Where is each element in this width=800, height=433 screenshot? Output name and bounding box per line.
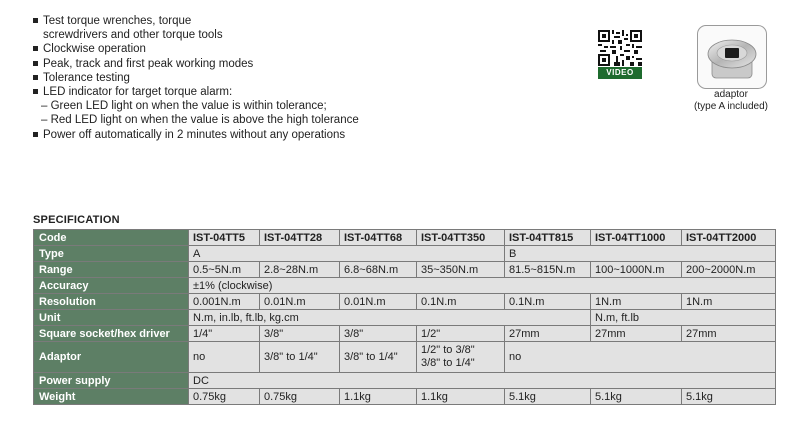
bullet-square-icon [33, 89, 38, 94]
table-row-socket [34, 326, 776, 342]
table-cell: 81.5~815N.m [505, 262, 591, 278]
row-label: Code [34, 230, 189, 246]
table-cell: 1N.m [591, 294, 682, 310]
feature-item: Power off automatically in 2 minutes without any operations [33, 128, 359, 142]
table-cell: DC [189, 373, 776, 389]
table-cell: no [505, 342, 776, 373]
feature-item-continuation: screwdrivers and other torque tools [43, 29, 223, 42]
table-cell: B [505, 246, 776, 262]
table-cell: IST-04TT2000 [682, 230, 776, 246]
feature-subitem: – Red LED light on when the value is above the high tolerance [41, 114, 359, 127]
table-row-weight [34, 389, 776, 405]
video-badge[interactable]: VIDEO [598, 67, 642, 79]
table-cell: A [189, 246, 505, 262]
spec-title: SPECIFICATION [33, 214, 120, 226]
bullet-square-icon [33, 61, 38, 66]
feature-item: Test torque wrenches, torque [33, 14, 359, 28]
table-cell: ±1% (clockwise) [189, 278, 776, 294]
table-cell: IST-04TT815 [505, 230, 591, 246]
table-cell: 3/8" [260, 326, 340, 342]
table-row-code [34, 230, 776, 246]
adaptor-caption: adaptor (type A included) [694, 89, 768, 112]
table-cell: no [189, 342, 260, 373]
table-row-type [34, 246, 776, 262]
row-label: Resolution [34, 294, 189, 310]
row-label: Adaptor [34, 342, 189, 373]
table-cell: IST-04TT350 [417, 230, 505, 246]
feature-item: LED indicator for target torque alarm: [33, 85, 359, 99]
table-cell: 5.1kg [505, 389, 591, 405]
table-cell: 0.5~5N.m [189, 262, 260, 278]
feature-item: Clockwise operation [33, 42, 359, 56]
table-cell: 6.8~68N.m [340, 262, 417, 278]
table-row-adaptor [34, 342, 776, 373]
bullet-square-icon [33, 75, 38, 80]
table-cell: 1N.m [682, 294, 776, 310]
row-label: Weight [34, 389, 189, 405]
table-cell: 3/8" to 1/4" [260, 342, 340, 373]
table-cell: 0.01N.m [260, 294, 340, 310]
table-cell: 0.1N.m [417, 294, 505, 310]
row-label: Accuracy [34, 278, 189, 294]
table-cell: 27mm [591, 326, 682, 342]
row-label: Power supply [34, 373, 189, 389]
table-cell: 3/8" [340, 326, 417, 342]
table-cell: 3/8" to 1/4" [340, 342, 417, 373]
table-cell: IST-04TT68 [340, 230, 417, 246]
table-row-unit [34, 310, 776, 326]
table-cell: N.m, in.lb, ft.lb, kg.cm [189, 310, 591, 326]
table-cell: IST-04TT5 [189, 230, 260, 246]
table-cell: 2.8~28N.m [260, 262, 340, 278]
row-label: Range [34, 262, 189, 278]
table-cell: 200~2000N.m [682, 262, 776, 278]
table-cell: 0.75kg [189, 389, 260, 405]
table-cell: 1.1kg [340, 389, 417, 405]
table-cell: 27mm [505, 326, 591, 342]
table-cell: 1/2" to 3/8" 3/8" to 1/4" [417, 342, 505, 373]
bullet-square-icon [33, 132, 38, 137]
table-cell: 0.001N.m [189, 294, 260, 310]
table-row-power [34, 373, 776, 389]
row-label: Type [34, 246, 189, 262]
table-cell: 27mm [682, 326, 776, 342]
table-cell: N.m, ft.lb [591, 310, 776, 326]
adaptor-icon [698, 26, 766, 88]
table-cell: 100~1000N.m [591, 262, 682, 278]
table-cell: 5.1kg [591, 389, 682, 405]
table-cell: 5.1kg [682, 389, 776, 405]
table-cell: 1/4" [189, 326, 260, 342]
adaptor-image [697, 25, 767, 89]
table-row-range [34, 262, 776, 278]
feature-item: Tolerance testing [33, 71, 359, 85]
table-cell: IST-04TT1000 [591, 230, 682, 246]
table-cell: 0.1N.m [505, 294, 591, 310]
table-row-accuracy [34, 278, 776, 294]
feature-list [33, 14, 359, 142]
bullet-square-icon [33, 46, 38, 51]
table-cell: 0.01N.m [340, 294, 417, 310]
qr-code-icon[interactable] [598, 30, 642, 66]
row-label: Unit [34, 310, 189, 326]
table-row-resolution [34, 294, 776, 310]
spec-table [33, 229, 776, 405]
feature-subitem: – Green LED light on when the value is within tolerance; [41, 100, 327, 113]
feature-item: Peak, track and first peak working modes [33, 57, 359, 71]
table-cell: 1.1kg [417, 389, 505, 405]
table-cell: 35~350N.m [417, 262, 505, 278]
bullet-square-icon [33, 18, 38, 23]
table-cell: IST-04TT28 [260, 230, 340, 246]
table-cell: 1/2" [417, 326, 505, 342]
row-label: Square socket/hex driver [34, 326, 189, 342]
table-cell: 0.75kg [260, 389, 340, 405]
